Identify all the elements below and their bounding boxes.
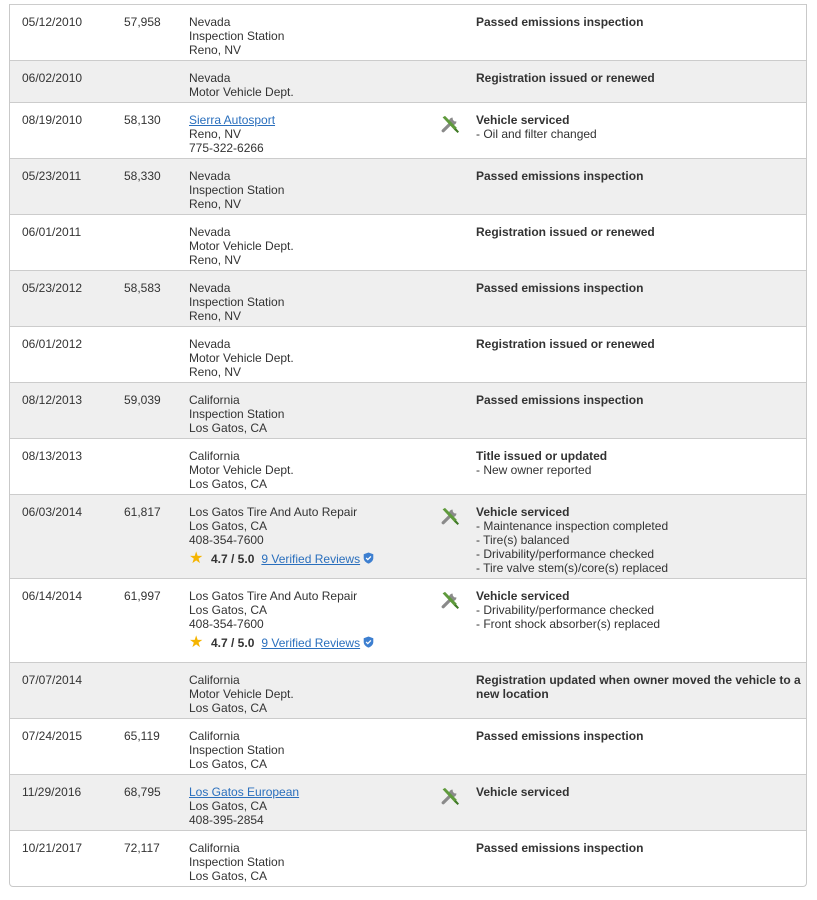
source-line: Motor Vehicle Dept.: [189, 463, 294, 477]
record-source: [189, 225, 429, 267]
record-source: [189, 71, 429, 99]
record-date: 08/12/2013: [22, 393, 83, 407]
odometer-reading: 72,117: [124, 841, 160, 855]
source-line: Reno, NV: [189, 309, 242, 323]
history-row: [10, 494, 806, 578]
source-line: Inspection Station: [189, 295, 285, 309]
source-line: Nevada: [189, 337, 231, 351]
source-line: Nevada: [189, 169, 231, 183]
history-row: [10, 158, 806, 214]
source-line: California: [189, 729, 240, 743]
source-line: 408-354-7600: [189, 533, 264, 547]
event-title: Passed emissions inspection: [476, 393, 644, 407]
record-date: 05/23/2011: [22, 169, 82, 183]
history-row: [10, 774, 806, 830]
source-link[interactable]: Sierra Autosport: [189, 113, 276, 127]
record-source: [189, 589, 429, 651]
record-source: [189, 337, 429, 379]
record-details: [476, 225, 801, 239]
record-source: [189, 449, 429, 491]
record-date: 06/01/2011: [22, 225, 82, 239]
record-date: 08/19/2010: [22, 113, 83, 127]
event-title: Passed emissions inspection: [476, 169, 644, 183]
record-source: [189, 673, 429, 715]
history-row: [10, 214, 806, 270]
event-detail: - Tire valve stem(s)/core(s) replaced: [476, 561, 669, 575]
source-line: Reno, NV: [189, 127, 242, 141]
history-row: [10, 718, 806, 774]
source-line: Nevada: [189, 225, 231, 239]
event-title: Passed emissions inspection: [476, 841, 644, 855]
record-date: 11/29/2016: [22, 785, 82, 799]
record-details: [476, 169, 801, 183]
source-line: Reno, NV: [189, 43, 242, 57]
record-date: 07/24/2015: [22, 729, 83, 743]
event-title: Vehicle serviced: [476, 589, 570, 603]
record-details: [476, 673, 801, 701]
source-line: Nevada: [189, 281, 231, 295]
verified-reviews-link[interactable]: 9 Verified Reviews: [261, 636, 361, 650]
service-tools-icon: [440, 506, 460, 526]
source-line: 775-322-6266: [189, 141, 264, 155]
star-icon: ★: [189, 550, 204, 567]
event-detail: - Drivability/performance checked: [476, 547, 655, 561]
event-title: Passed emissions inspection: [476, 281, 644, 295]
source-line: Los Gatos Tire And Auto Repair: [189, 505, 358, 519]
source-line: Inspection Station: [189, 743, 285, 757]
history-row: [10, 662, 806, 718]
event-title: Registration updated when owner moved the vehicle to a new location: [476, 673, 801, 701]
source-line: Motor Vehicle Dept.: [189, 687, 294, 701]
history-row: [10, 102, 806, 158]
event-title: Vehicle serviced: [476, 505, 570, 519]
history-row: [10, 4, 806, 60]
source-line: Motor Vehicle Dept.: [189, 239, 294, 253]
event-detail: - Tire(s) balanced: [476, 533, 570, 547]
vehicle-history-table: [9, 4, 807, 887]
event-detail: - New owner reported: [476, 463, 592, 477]
record-source: [189, 729, 429, 771]
source-line: Los Gatos, CA: [189, 477, 268, 491]
rating-score: 4.7 / 5.0: [211, 636, 255, 650]
history-row: [10, 830, 806, 885]
record-source: [189, 505, 429, 567]
source-line: Reno, NV: [189, 197, 242, 211]
record-source: [189, 169, 429, 211]
source-line: Los Gatos, CA: [189, 519, 268, 533]
verified-shield-icon: [363, 552, 374, 567]
record-details: [476, 393, 801, 407]
record-date: 06/14/2014: [22, 589, 83, 603]
record-date: 05/12/2010: [22, 15, 83, 29]
source-line: Los Gatos, CA: [189, 799, 268, 813]
event-detail: - Oil and filter changed: [476, 127, 597, 141]
source-line: Nevada: [189, 15, 231, 29]
odometer-reading: 59,039: [124, 393, 161, 407]
event-title: Registration issued or renewed: [476, 225, 655, 239]
record-source: [189, 393, 429, 435]
verified-reviews-link[interactable]: 9 Verified Reviews: [261, 552, 361, 566]
odometer-reading: 61,997: [124, 589, 161, 603]
history-row: [10, 326, 806, 382]
source-line: California: [189, 393, 240, 407]
event-detail: - Drivability/performance checked: [476, 603, 655, 617]
event-title: Vehicle serviced: [476, 113, 570, 127]
history-row: [10, 438, 806, 494]
record-details: [476, 337, 801, 351]
source-line: Motor Vehicle Dept.: [189, 85, 294, 99]
record-source: [189, 15, 429, 57]
service-tools-icon: [440, 590, 460, 610]
history-row: [10, 270, 806, 326]
source-line: Los Gatos, CA: [189, 701, 268, 715]
record-date: 06/02/2010: [22, 71, 83, 85]
event-title: Passed emissions inspection: [476, 729, 644, 743]
record-date: 06/01/2012: [22, 337, 83, 351]
record-date: 10/21/2017: [22, 841, 83, 855]
event-title: Passed emissions inspection: [476, 15, 644, 29]
shop-rating: [189, 635, 429, 651]
source-line: Reno, NV: [189, 253, 242, 267]
record-details: [476, 281, 801, 295]
source-line: 408-395-2854: [189, 813, 264, 827]
shop-rating: [189, 551, 429, 567]
source-line: California: [189, 841, 240, 855]
record-details: [476, 785, 801, 799]
record-details: [476, 729, 801, 743]
source-line: Los Gatos, CA: [189, 869, 268, 883]
record-details: [476, 71, 801, 85]
rating-score: 4.7 / 5.0: [211, 552, 255, 566]
record-details: [476, 113, 801, 141]
record-details: [476, 841, 801, 855]
source-line: California: [189, 449, 240, 463]
star-icon: ★: [189, 634, 204, 651]
odometer-reading: 65,119: [124, 729, 160, 743]
event-detail: - Maintenance inspection completed: [476, 519, 669, 533]
event-title: Registration issued or renewed: [476, 337, 655, 351]
verified-shield-icon: [363, 636, 374, 651]
odometer-reading: 68,795: [124, 785, 161, 799]
event-title: Registration issued or renewed: [476, 71, 655, 85]
source-line: 408-354-7600: [189, 617, 264, 631]
source-line: Los Gatos, CA: [189, 603, 268, 617]
event-detail: - Front shock absorber(s) replaced: [476, 617, 661, 631]
odometer-reading: 58,330: [124, 169, 161, 183]
source-line: Reno, NV: [189, 365, 242, 379]
record-source: [189, 785, 429, 827]
source-line: Los Gatos Tire And Auto Repair: [189, 589, 358, 603]
record-details: [476, 505, 801, 575]
record-details: [476, 15, 801, 29]
record-source: [189, 281, 429, 323]
event-title: Title issued or updated: [476, 449, 608, 463]
odometer-reading: 58,130: [124, 113, 161, 127]
source-line: Inspection Station: [189, 183, 285, 197]
record-details: [476, 589, 801, 631]
service-tools-icon: [440, 786, 460, 806]
record-date: 06/03/2014: [22, 505, 83, 519]
source-link[interactable]: Los Gatos European: [189, 785, 300, 799]
odometer-reading: 57,958: [124, 15, 161, 29]
source-line: California: [189, 673, 240, 687]
history-row: [10, 60, 806, 102]
odometer-reading: 58,583: [124, 281, 161, 295]
record-source: [189, 841, 429, 883]
record-details: [476, 449, 801, 477]
service-tools-icon: [440, 114, 460, 134]
source-line: Los Gatos, CA: [189, 421, 268, 435]
record-date: 07/07/2014: [22, 673, 83, 687]
event-title: Vehicle serviced: [476, 785, 570, 799]
source-line: Los Gatos, CA: [189, 757, 268, 771]
source-line: Inspection Station: [189, 407, 285, 421]
source-line: Inspection Station: [189, 29, 285, 43]
record-date: 05/23/2012: [22, 281, 83, 295]
history-row: [10, 382, 806, 438]
odometer-reading: 61,817: [124, 505, 161, 519]
history-row: [10, 578, 806, 662]
record-source: [189, 113, 429, 155]
record-date: 08/13/2013: [22, 449, 83, 463]
source-line: Nevada: [189, 71, 231, 85]
source-line: Inspection Station: [189, 855, 285, 869]
source-line: Motor Vehicle Dept.: [189, 351, 294, 365]
